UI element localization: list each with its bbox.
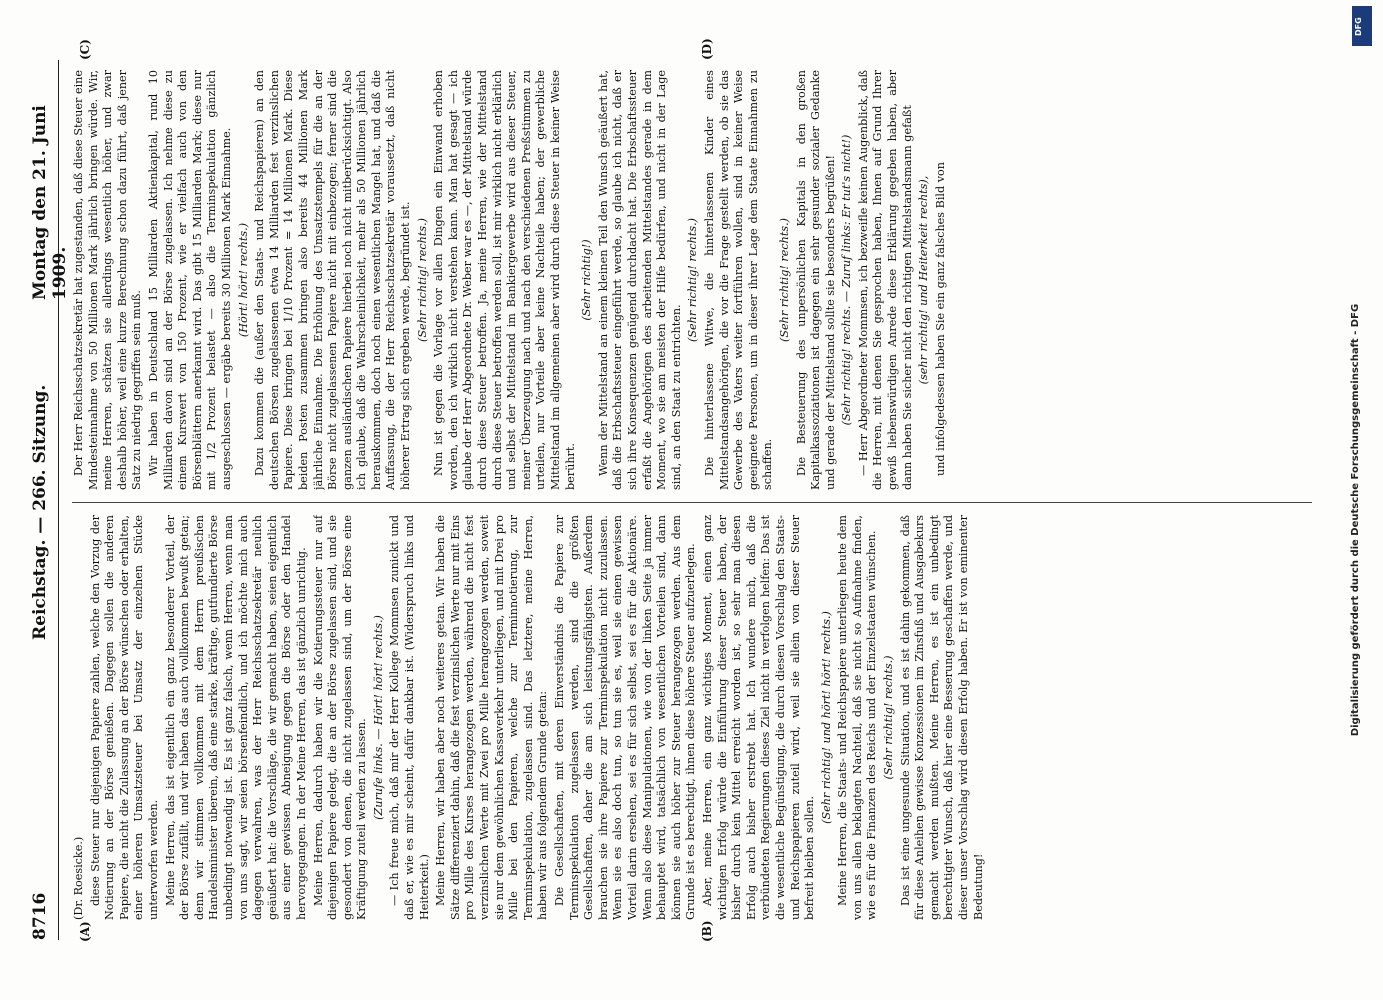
paragraph: (Sehr richtig! rechts.) xyxy=(686,217,700,343)
page-number: 8716 xyxy=(30,892,50,940)
paragraph: Die hinterlassene Witwe, die hinterlassenen Kinder eines Mittelstandsangehörigen, die vor die Frage gestellt werden, ob sie das Gewerbe des Vaters weiter fortführen wollen, sind in keiner Weise geeignete Personen, um in dieser ihrer Lage dem Staate Einnahmen zu schaffen. xyxy=(702,70,775,490)
paragraph: Meine Herren, wir haben aber noch weiteres getan. Wir haben die Sätze differenziert dahin, daß die fest verzinslichen Werte nur mit Eins pro Mille des Kurses herangezogen werden, während die nicht fest verzinslichen Werte mit Zwei pro Mille herangezogen werden, soweit sie nur dem gewöhnlichen Kassaverkehr unterliegen, und mit Drei pro Mille bei den Papieren, welche zur Terminnotierung, zur Terminspekulation, zugelassen sind. Das letztere, meine Herren, haben wir aus folgendem Grunde getan: xyxy=(434,515,550,920)
paragraph: und infolgedessen haben Sie ein ganz falsches Bild von xyxy=(933,162,947,476)
paragraph: — Ich freue mich, daß mir der Herr Kollege Mommsen zunickt und daß er, wie es mir scheint, dafür dankbar ist. (Widerspruch links und Heiterkeit.) xyxy=(388,515,431,920)
margin-marker-d: (D) xyxy=(700,38,714,60)
header-session: Reichstag. — 266. Sitzung. xyxy=(30,384,50,640)
digitization-credit: Digitalisierung gefördert durch die Deutsche Forschungsgemeinschaft - DFG xyxy=(1350,303,1361,737)
paragraph: (sehr richtig! und Heiterkeit rechts), xyxy=(917,175,931,385)
dfg-logo: DFG xyxy=(1352,6,1372,46)
paragraph: Meine Herren, die Staats- und Reichspapiere unterliegen heute dem von uns allen beklagten Nachteil, daß sie nicht so Aufnahme finden, wie es für die Finanzen des Reichs und der Einzelstaaten wünschen. xyxy=(836,515,879,920)
paragraph: (Sehr richtig! und hört! hört! rechts.) xyxy=(819,611,833,824)
paragraph: (Sehr richtig!) xyxy=(580,239,594,321)
right-column xyxy=(72,70,1312,490)
margin-marker-b: (B) xyxy=(700,920,714,942)
column-divider xyxy=(72,502,1312,503)
paragraph: Wenn der Mittelstand an einem kleinen Teil den Wunsch geäußert hat, daß die Erbschaftssteuer eingeführt werde, so glaube ich nicht, daß er sich ihre Konsequenzen genügend durchdacht hat. Die Erbschaftssteuer erfaßt die Angehörigen des arbeitenden Mittelstandes gerade in dem Moment, wo sie am meisten der Hilfe bedürfen, und nicht in der Lage sind, an den Staat zu entrichten. xyxy=(596,70,683,490)
page-header xyxy=(18,60,70,940)
paragraph: Das ist eine ungesunde Situation, und es ist dahin gekommen, daß für diese Anleihen gewisse Konzessionen im Zinsfuß und Ausgabekurs gemacht werden mußten. Meine Herren, es ist ein unbedingt berechtigter Wunsch, daß hier eine Besserung geschaffen werde, und dieser unser Vorschlag wird diesen Erfolg haben. Er ist von eminenter Bedeutung! xyxy=(898,515,985,920)
paragraph: Aber, meine Herren, ein ganz wichtiges Moment, einen ganz wichtigen Erfolg würde die Einführung dieser Steuer haben, der bisher durch kein Mittel erreicht worden ist, so sehr man diesen Erfolg auch bisher erstrebt hat. Ich wundere mich, daß die verbündeten Regierungen dieses Ziel nicht in verfolgen helfen: Das ist die wesentliche Begünstigung, die durch diesen Vorschlag den Staats- und Reichspapieren zuteil wird, weil sie allein von dieser Steuer befreit bleiben sollen. xyxy=(700,515,817,920)
paragraph: (Zurufe links. — Hört! hört! rechts.) xyxy=(371,615,385,820)
margin-marker-a: (A) xyxy=(78,921,92,942)
paragraph: (Sehr richtig! rechts.) xyxy=(415,217,429,343)
paragraph: — Herr Abgeordneter Mommsen, ich bezweifle keinen Augenblick, daß die Herren, mit denen Sie gesprochen haben, Ihnen auf Grund Ihrer gewiß liebenswürdigen Anrede diese Erklärung gegeben haben, aber dann haben Sie sicher nicht den richtigen Mittelstandsmann gefaßt xyxy=(856,70,914,490)
header-date: Montag den 21. Juni 1909. xyxy=(30,105,70,300)
paragraph: (Dr. Roesicke.) xyxy=(72,836,85,920)
left-column xyxy=(72,515,1312,920)
paragraph: Nun ist gegen die Vorlage vor allen Dingen ein Einwand erhoben worden, den ich wirklich nicht verstehen kann. Man hat gesagt — ich glaube der Herr Abgeordnete Dr. Weber war es —, der Mittelstand würde durch diese Steuer betroffen. Ja, meine Herren, wie der Mittelstand durch diese Steuer betroffen werden soll, ist mir wirklich nicht erklärlich und selbst der Mittelstand im Bankiergewerbe wird aus dieser Steuer, meiner Überzeugung nach und nach den verschiedenen Preßstimmen zu urteilen, nur Vorteile aber keine Nachteile haben; der gewerbliche Mittelstand im allgemeinen aber wird durch diese Steuer in keiner Weise berührt. xyxy=(432,70,577,490)
paragraph: diese Steuer nur diejenigen Papiere zahlen, welche den Vorzug der Notierung an der Börse genießen. Dagegen sollen die anderen Papiere, die nicht die Zulassung an der Börse wünschen oder erhalten, einer höheren Umsatzsteuer bei Umsatz der einzelnen Stücke unterworfen werden. xyxy=(88,515,160,920)
paragraph: Dazu kommen die (außer den Staats- und Reichspapieren) an den deutschen Börsen zugelassenen etwa 14 Milliarden fest verzinslichen Papiere. Diese bringen bei 1/10 Prozent = 14 Millionen Mark. Diese beiden Posten zusammen bringen also bereits 44 Millionen Mark jährliche Einnahme. Die Erhöhung des Umsatzstempels für die an der Börse nicht zugelassenen Papiere nicht mit einbezogen; ferner sind die ganzen ausländischen Papiere hierbei noch nicht mitberücksichtigt. Also ich glaube, daß die Wahrscheinlichkeit, mehr als 50 Millionen jährlich herauskommen, doch noch einen wesentlichen Mangel hat, und daß die Auffassung, die der Herr Reichsschatzsekretär voraussetzt, daß nicht höherer Ertrag sich ergeben werde, begründet ist. xyxy=(253,70,413,490)
paragraph: Meine Herren, das ist eigentlich ein ganz besonderer Vorteil, der der Börse zufällt, und wir haben das auch vollkommen bewußt getan; denn wir stimmen vollkommen mit dem Herrn preußischen Handelsminister überein, daß eine starke, kräftige, gutfundierte Börse unbedingt notwendig ist. Es ist ganz falsch, wenn Herren, wenn man von uns sagt, wir seien börsenfeindlich, und ich möchte mich auch dagegen verwahren, was der Herr Reichsschatzsekretär neulich geäußert hat: die Vorschläge, die wir gemacht haben, seien eigentlich aus einer gewissen Abneigung gegen die Börse oder den Handel hervorgegangen. In der Meine Herren, das ist gänzlich unrichtig. xyxy=(163,515,308,920)
margin-marker-c: (C) xyxy=(78,39,92,60)
paragraph: Wir haben in Deutschland 15 Milliarden Aktienkapital, rund 10 Milliarden davon sind an der Börse zugelassen. Ich nehme diese zu einem Kurswert von 150 Prozent, wie er vielfach auch von den Börsenblättern anerkannt wird. Das gibt 15 Milliarden Mark; diese nur mit 1/2 Prozent belastet — also die Terminspekulation gänzlich ausgeschlossen — ergäbe bereits 30 Millionen Mark Einnahme. xyxy=(146,70,233,490)
paragraph: Die Besteuerung des unpersönlichen Kapitals in den großen Kapitalkassoziationen ist dagegen ein sehr gesunder sozialer Gedanke und gerade der Mittelstand sollte sie besonders begrüßen! xyxy=(794,70,837,490)
paragraph: (Sehr richtig! rechts. — Zuruf links: Er tut's nicht!) xyxy=(840,134,854,426)
paragraph: (Sehr richtig! rechts.) xyxy=(882,655,896,780)
paragraph: Meine Herren, dadurch haben wir die Kotierungssteuer nur auf diejenigen Papiere gelegt, die an der Börse zugelassen sind, und sie gesondert von denen, die nicht zugelassen sind, um der Börse eine Kräftigung zuteil werden zu lassen. xyxy=(311,515,369,920)
paragraph: Der Herr Reichsschatzsekretär hat zugestanden, daß diese Steuer eine Mindesteinnahme von 50 Millionen Mark jährlich bringen würde. Wir, meine Herren, schätzen sie allerdings wesentlich höher, und zwar deshalb höher, weil eine kurze Berechnung schon dazu führt, daß jener Satz zu niedrig gegriffen sein muß. xyxy=(72,70,144,490)
paragraph: Die Gesellschaften, mit deren Einverständnis die Papiere zur Terminspekulation zugelassen werden, sind die größten Gesellschaften, daher die am sich leistungsfähigsten. Außerdem brauchen sie ihre Papiere zur Terminspekulation nicht zuzulassen. Wenn sie es also doch tun, so tun sie es, weil sie einen gewissen Vorteil darin ersehen, sei es für sich selbst, sei es für die Aktionäre. Wenn also diese Manipulationen, wie von der linken Seite ja immer behauptet wird, tatsächlich von wesentlichen Vorteilen sind, dann können sie auch höher zur Steuer herangezogen werden. Aus dem Grunde ist es berechtigt, ihnen diese höhere Steuer aufzuerlegen. xyxy=(553,515,698,920)
paragraph: (Sehr richtig! rechts.) xyxy=(777,217,791,343)
paragraph: (Hört! hört! rechts.) xyxy=(236,222,250,338)
